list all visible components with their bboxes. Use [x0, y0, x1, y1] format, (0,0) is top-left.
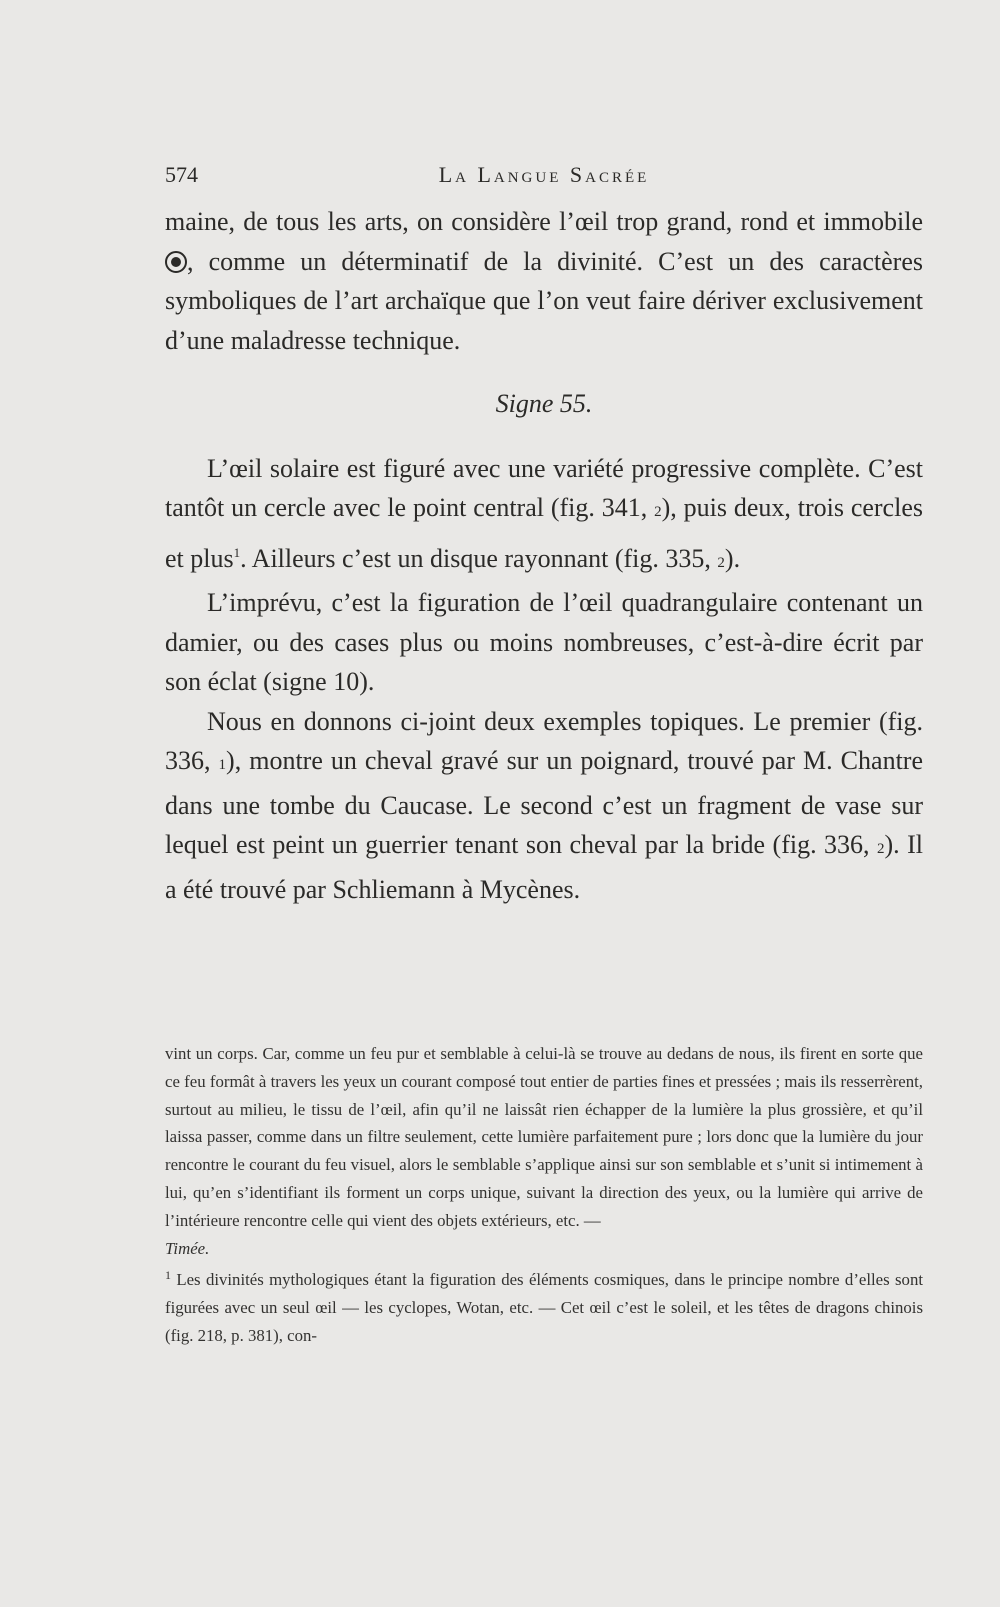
- paragraph-1: [165, 202, 923, 360]
- paragraph-1-text-b: , comme un déterminatif de la divinité. C’est un des caractères symboliques de l’art archaïque que l’on veut faire dériver exclusivement d’une maladresse technique.: [165, 246, 923, 355]
- footnote-1-text: Les divinités mythologiques étant la figuration des éléments cosmiques, dans le principe nombre d’elles sont figurées avec un seul œil — les cyclopes, Wotan, etc. — Cet œil c’est le soleil, et les têtes de dragons chinois (fig. 218, p. 381), con-: [165, 1270, 923, 1345]
- footnotes: [165, 1040, 923, 1350]
- paragraph-4-text-a: Nous en donnons ci-joint deux exemples topiques. Le premier (fig. 336,: [165, 706, 923, 775]
- paragraph-2: [165, 449, 923, 584]
- figure-subnumber: 2: [717, 554, 725, 571]
- circled-dot-eye-icon: [165, 251, 187, 273]
- paragraph-2-text-b: ), puis deux, trois cercles et plus: [165, 493, 923, 573]
- main-text: [165, 202, 923, 909]
- figure-subnumber: 2: [877, 841, 885, 857]
- paragraph-2-text-a: L’œil solaire est figuré avec une variété progressive complète. C’est tantôt un cercle avec le point central (fig. 341,: [165, 453, 923, 522]
- page-header: [165, 162, 923, 192]
- footnote-source: Timée.: [165, 1238, 210, 1258]
- paragraph-4: [165, 702, 923, 910]
- paragraph-2-text-c: . Ailleurs c’est un disque rayonnant (fig. 335,: [240, 543, 718, 573]
- figure-subnumber: 1: [218, 757, 227, 773]
- footnote-1-marker: 1: [165, 1268, 171, 1283]
- page-number: 574: [165, 162, 198, 187]
- section-heading: Signe 55.: [495, 389, 593, 418]
- footnote-continued: [165, 1040, 923, 1262]
- paragraph-4-text-c: ). Il a été trouvé par Schliemann à Mycènes.: [165, 830, 923, 904]
- figure-subnumber: 2: [654, 504, 662, 520]
- paragraph-1-text-a: maine, de tous les arts, on considère l’œil trop grand, rond et immobile: [165, 207, 923, 236]
- footnote-continued-text: vint un corps. Car, comme un feu pur et semblable à celui-là se trouve au dedans de nous, ils firent en sorte que ce feu formât à travers les yeux un courant composé tout entier de parties fines et pressées ; mais ils resserrèrent, surtout au milieu, le tissu de l’œil, afin qu’il ne laissât rien échapper de la lumière la plus grossière, et qu’il laissa passer, comme dans un filtre seulement, cette lumière parfaitement pure ; lors donc que la lumière du jour rencontre le courant du feu visuel, alors le semblable s’applique ainsi sur son semblable et s’unit si intimement à lui, qu’en s’identifiant ils forment un corps unique, suivant la direction des yeux, ou la lumière qui arrive de l’intérieure rencontre celle qui vient des objets extérieurs, etc. —: [165, 1044, 923, 1230]
- paragraph-2-text-d: ).: [724, 543, 741, 573]
- paragraph-3: L’imprévu, c’est la figuration de l’œil quadrangulaire contenant un damier, ou des cases plus ou moins nombreuses, c’est-à-dire écrit par son éclat (signe 10).: [165, 588, 923, 696]
- running-title: La Langue Sacrée: [438, 162, 650, 187]
- footnote-marker: 1: [233, 544, 241, 560]
- paragraph-4-text-b: ), montre un cheval gravé sur un poignard, trouvé par M. Chantre dans une tombe du Caucase. Le second c’est un fragment de vase sur lequel est peint un guerrier tenant son cheval par la bride (fig. 336,: [165, 746, 923, 859]
- footnote-1: [165, 1262, 923, 1349]
